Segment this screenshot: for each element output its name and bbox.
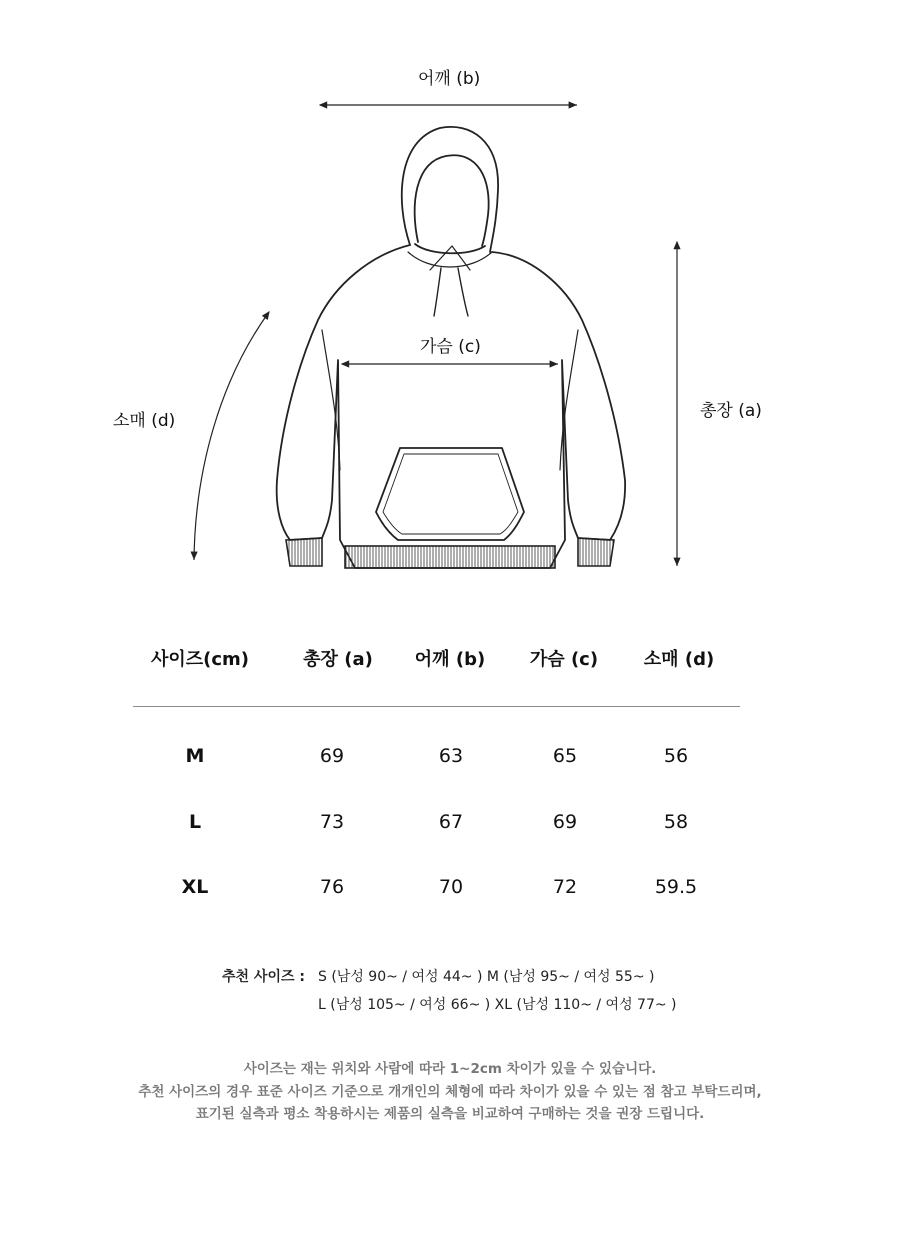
- header-sleeve: 소매 (d): [643, 649, 715, 670]
- row-sleeve: 56: [663, 745, 689, 767]
- row-chest: 65: [552, 745, 578, 767]
- sleeve-measure-line: [194, 312, 269, 560]
- kangaroo-pocket: [376, 448, 524, 540]
- note-line-3: 표기된 실측과 평소 착용하시는 제품의 실측을 비교하여 구매하는 것을 권장 드립니다.: [195, 1106, 705, 1122]
- header-shoulder: 어깨 (b): [414, 649, 486, 670]
- note-line-1: 사이즈는 재는 위치와 사람에 따라 1~2cm 차이가 있을 수 있습니다.: [243, 1061, 657, 1077]
- recommend-line-2: L (남성 105~ / 여성 66~ ) XL (남성 110~ / 여성 77~ ): [318, 997, 677, 1013]
- hoodie-diagram: [0, 0, 900, 600]
- chest-label: 가슴 (c): [420, 337, 481, 357]
- recommend-line-1: S (남성 90~ / 여성 44~ ) M (남성 95~ / 여성 55~ ): [318, 969, 655, 985]
- note-line-2: 추천 사이즈의 경우 표준 사이즈 기준으로 개개인의 체형에 따라 차이가 있을 수 있는 점 참고 부탁드리며,: [138, 1084, 762, 1100]
- row-chest: 69: [552, 811, 578, 833]
- row-shoulder: 67: [438, 811, 464, 833]
- recommend-title: 추천 사이즈 :: [222, 969, 305, 985]
- row-length: 73: [319, 811, 345, 833]
- row-length: 76: [319, 876, 345, 898]
- row-size: XL: [181, 876, 209, 898]
- row-shoulder: 70: [438, 876, 464, 898]
- header-size: 사이즈(cm): [150, 649, 250, 670]
- header-chest: 가슴 (c): [529, 649, 599, 670]
- row-size: M: [185, 745, 205, 767]
- hood-inner: [415, 155, 489, 246]
- row-shoulder: 63: [438, 745, 464, 767]
- header-length: 총장 (a): [303, 649, 373, 670]
- body-outline: [277, 245, 625, 568]
- table-divider: [133, 706, 740, 707]
- sleeve-label: 소매 (d): [113, 411, 176, 431]
- row-sleeve: 58: [663, 811, 689, 833]
- length-label: 총장 (a): [700, 401, 762, 421]
- row-chest: 72: [552, 876, 578, 898]
- row-length: 69: [319, 745, 345, 767]
- shoulder-label: 어깨 (b): [418, 69, 481, 89]
- row-sleeve: 59.5: [654, 876, 698, 898]
- row-size: L: [188, 811, 202, 833]
